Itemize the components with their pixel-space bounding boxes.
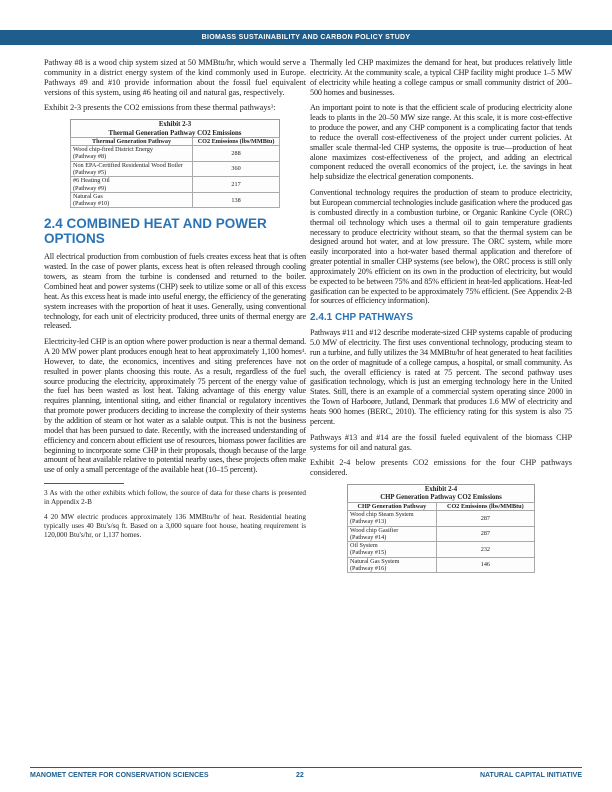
table-row: Natural Gas System (Pathway #16) 146 bbox=[348, 557, 535, 573]
paragraph: Conventional technology requires the production of steam to produce electricity, but European commercial technologies include gasification where the produced gas is combusted directly in a combustion turbine, or Organic Rankine Cycle (ORC) thermal oil technology which uses a thermal oil to gain temperature gradients necessary to produce electricity without steam, so that the thermal system can be designed around hot water, and at low pressure. The ORC system, while more easily incorporated into a hot-water based thermal application and therefore of greater potential in smaller CHP systems (see below), the ORC process is still only approximately 20% efficient on its own in the production of electricity, but would be expected to be between 75% and 85% efficient in heat-led applications. Heat-led gasification can be expected to be approximately 75% efficient. (See Appendix 2-B for sources of efficiency information). bbox=[310, 188, 572, 306]
exhibit-2-4-table bbox=[347, 484, 535, 573]
paragraph: Pathway #8 is a wood chip system sized at 50 MMBtu/hr, which would serve a community in a district energy system of the kind commonly used in Europe. Pathways #9 and #10 provide information about the fossil fuel equivalent versions of this system, using #6 heating oil and natural gas, respectively. bbox=[44, 58, 306, 97]
paragraph: Pathways #13 and #14 are the fossil fueled equivalent of the biomass CHP systems for oil and natural gas. bbox=[310, 432, 572, 452]
footnote: 3 As with the other exhibits which follow, the source of data for these charts is presented in Appendix 2-B bbox=[44, 489, 306, 506]
column-header: CHP Generation Pathway bbox=[348, 502, 437, 510]
footer-divider bbox=[30, 767, 582, 768]
table-row: Wood chip Steam System (Pathway #13) 287 bbox=[348, 510, 535, 526]
table-row: #6 Heating Oil (Pathway #9) 217 bbox=[71, 177, 280, 193]
page-number: 22 bbox=[296, 772, 304, 779]
footer-organization: MANOMET CENTER FOR CONSERVATION SCIENCES bbox=[30, 772, 209, 779]
column-header: Thermal Generation Pathway bbox=[71, 137, 193, 145]
left-column bbox=[44, 58, 306, 546]
exhibit-title: CHP Generation Pathway CO2 Emissions bbox=[380, 494, 502, 502]
exhibit-title: Thermal Generation Pathway CO2 Emissions bbox=[108, 129, 242, 137]
table-row: Non EPA-Certified Residential Wood Boiler (Pathway #5) 360 bbox=[71, 161, 280, 177]
paragraph: Exhibit 2-3 presents the CO2 emissions from these thermal pathways$^3$: bbox=[44, 103, 276, 113]
column-header: CO2 Emissions (lbs/MMBtu) bbox=[436, 502, 534, 510]
exhibit-2-3-table bbox=[70, 119, 280, 208]
table-row: Oil System (Pathway #15) 232 bbox=[348, 542, 535, 558]
exhibit-number: Exhibit 2-3 bbox=[158, 121, 192, 129]
footer-initiative: NATURAL CAPITAL INITIATIVE bbox=[479, 772, 582, 779]
right-column bbox=[310, 58, 572, 579]
exhibit-number: Exhibit 2-4 bbox=[424, 486, 458, 494]
footnote-ref[interactable]: 3 bbox=[270, 105, 274, 111]
paragraph: Pathways #11 and #12 describe moderate-sized CHP systems capable of producing 5.0 MW of electricity. The first uses conventional technology, producing steam to run a turbine, and fully utilizes the 34 MMBtu/hr of heat generated to heat facilities on the order of magnitude of a college campus, a hospital, or small community. As such, the overall efficiency is rated at 75 percent. The second pathway uses gasification technology, which is just an emerging technology here in the United States. Still, there is an example of a commercial system operating since 2000 in the Town of Harboøre, Jutland, Denmark that produces 1.6 MW of electricity and heats 900 homes (BERC, 2010). The efficiency rating for this system is also 75 percent. bbox=[310, 328, 572, 426]
table-row: Natural Gas (Pathway #10) 138 bbox=[71, 192, 280, 208]
footnote-divider bbox=[44, 483, 124, 484]
footnote-ref[interactable]: 4 bbox=[301, 349, 305, 355]
footnote: 4 20 MW electric produces approximately 136 MMBtu/hr of heat. Residential heating typically uses 40 Btu's/sq ft. Based on a 3,000 square foot house, heating requirement is 120,000 Btu's/hr, or 1,137 homes. bbox=[44, 512, 306, 539]
paragraph: Electricity-led CHP is an option where power production is near a thermal demand. A 20 MW power plant produces enough heat to heat approximately 1,100 homes$^4$. However, to date, the economics, incentives and siting preferences have not resulted in power plants choosing this route. As a result, regardless of the fuel source producing the electricity, approximately 75 percent of the energy value of the fuel has been wasted as lost heat. Taking advantage of this energy value requires planning, intentional siting, and either financial or regulatory incentives that promote power producers deciding to increase the complexity of their systems by the addition of steam or hot water as a salable output. This is not the business model that has been pursued to date. Recently, with the increased understanding of efficiency and concern about efficient use of resources, biomass power facilities are beginning to incorporate some CHP in their proposals, though because of the large amount of heat available relative to potential nearby uses, these projects often make use of only a small percentage of the available heat (10–15 percent). bbox=[44, 337, 306, 475]
subsection-heading: 2.4.1 CHP PATHWAYS bbox=[310, 312, 413, 324]
section-heading: 2.4 COMBINED HEAT AND POWER OPTIONS bbox=[44, 216, 267, 247]
paragraph: All electrical production from combustion of fuels creates excess heat that is often wasted. In the case of power plants, excess heat is often released through cooling towers, as steam from the turbine is condensed and returned to the boiler. Combined heat and power systems (CHP) seek to utilize some or all of this excess heat. As this excess heat is made into useful energy, the efficiency of the generating system increases with the proportion of heat it uses. Generally, using conventional technology, for each unit of electricity produced, three units of thermal energy are released. bbox=[44, 252, 306, 331]
paragraph: Exhibit 2-4 below presents CO2 emissions for the four CHP pathways considered. bbox=[310, 458, 572, 478]
paragraph: An important point to note is that the efficient scale of producing electricity alone leads to plants in the 20–50 MW size range. At this scale, it is more cost-effective to produce the power, and any CHP component is a complicating factor that tends to reduce the overall cost-effectiveness of the project under current policies. At smaller scale thermal-led CHP systems, the opposite is true—production of heat alone maximizes cost-effectiveness of the project, and adding an electrical component reduced the overall economics of the project, i.e. the savings in heat help subsidize the electrical generation components. bbox=[310, 103, 572, 182]
table-row: Wood chip-fired District Energy (Pathway #8) 288 bbox=[71, 146, 280, 162]
running-header: BIOMASS SUSTAINABILITY AND CARBON POLICY STUDY bbox=[0, 30, 612, 45]
paragraph: Thermally led CHP maximizes the demand for heat, but produces relatively little electricity. At the community scale, a typical CHP facility might produce 1–5 MW of electricity while heating a college campus or small community district of 200–500 homes and businesses. bbox=[310, 58, 572, 97]
table-row: Wood chip Gasifier (Pathway #14) 287 bbox=[348, 526, 535, 542]
column-header: CO2 Emissions (lbs/MMBtu) bbox=[193, 137, 280, 145]
